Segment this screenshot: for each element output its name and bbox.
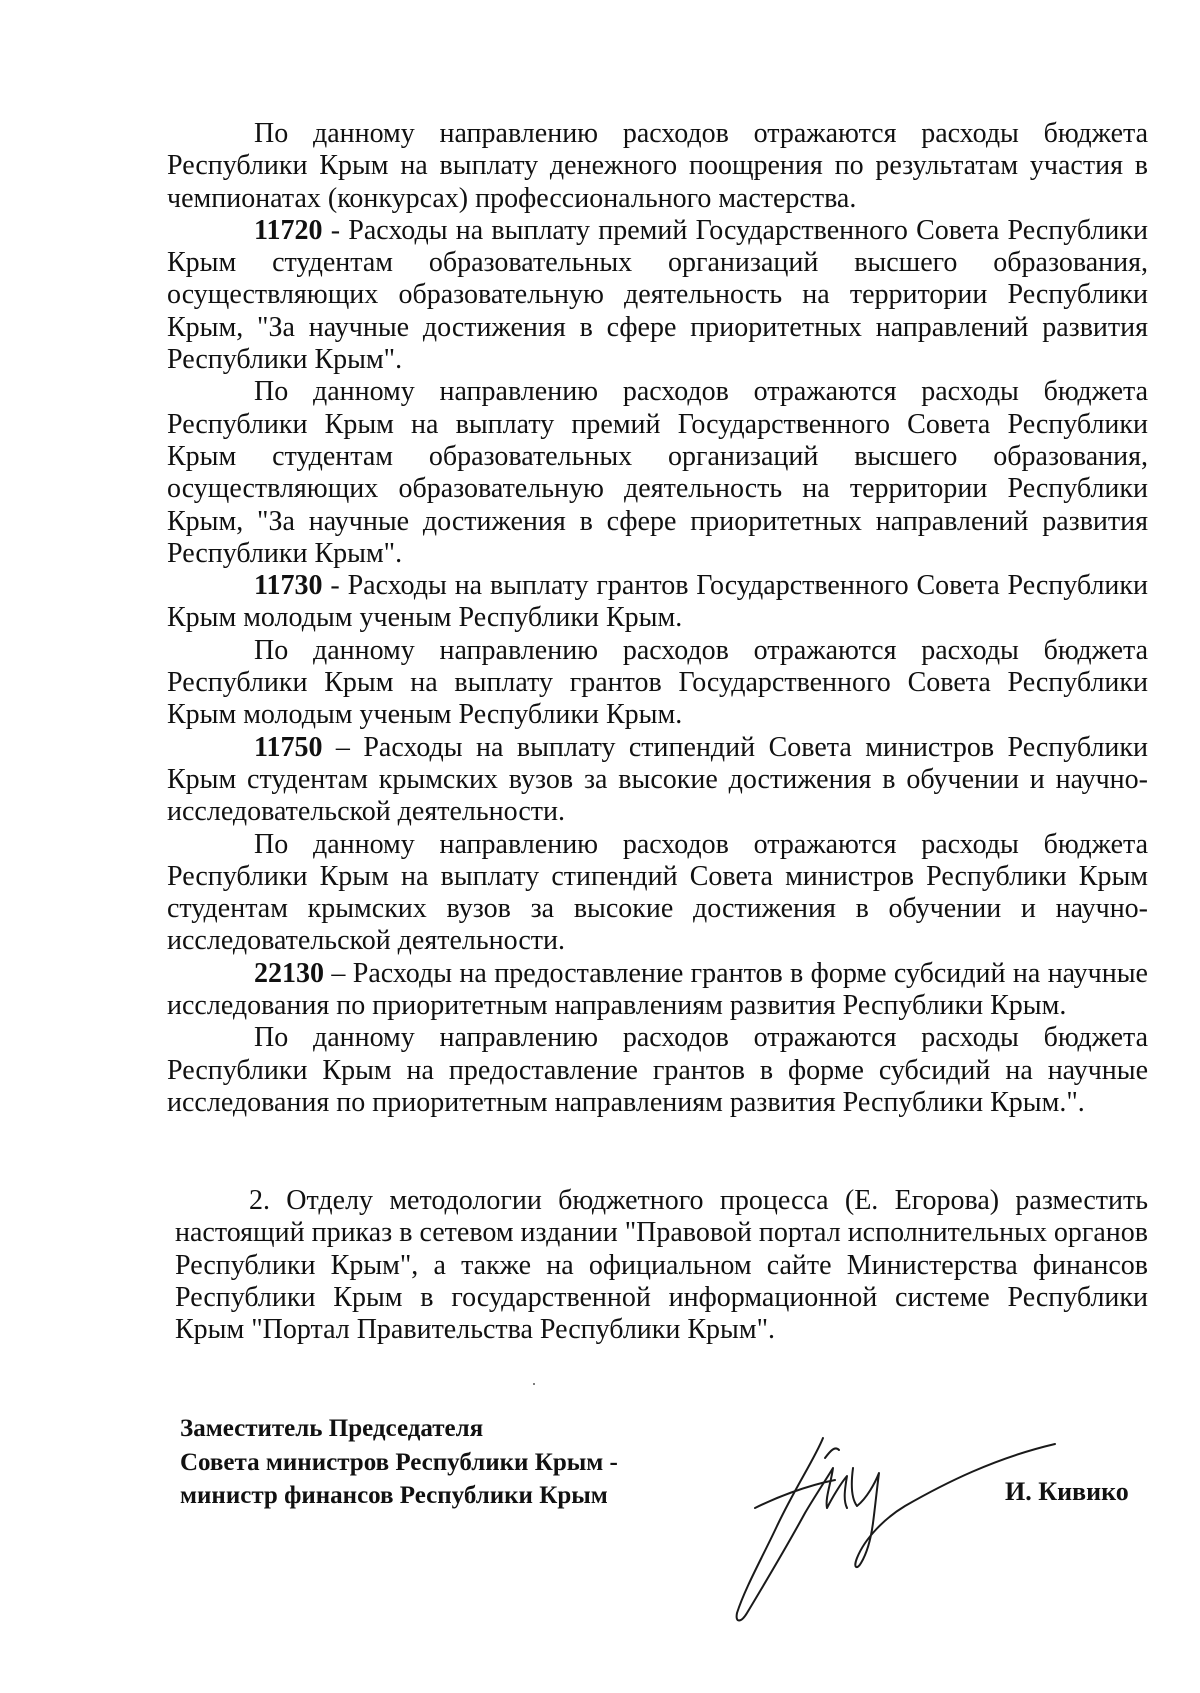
paragraph-1 bbox=[167, 215, 1148, 376]
paragraph-4 bbox=[167, 635, 1148, 732]
signatory-title-line: Заместитель Председателя bbox=[180, 1415, 484, 1442]
paragraph-code: 22130 bbox=[254, 957, 324, 989]
paragraph-2 bbox=[167, 376, 1148, 570]
signatory-title-line: министр финансов Республики Крым bbox=[180, 1482, 608, 1509]
paragraph-text: По данному направлению расходов отражаются расходы бюджета Республики Крым на выплату денежного поощрения по результатам участия в чемпионатах (конкурсах) профессионального мастерства. bbox=[167, 118, 1148, 214]
paragraph-text: По данному направлению расходов отражаются расходы бюджета Республики Крым на предоставление грантов в форме субсидий на научные исследования по приоритетным направлениям развития Республики Крым.". bbox=[167, 1022, 1148, 1118]
paragraph-text: По данному направлению расходов отражаются расходы бюджета Республики Крым на выплату стипендий Совета министров Республики Крым студентам крымских вузов за высокие достижения в обучении и научно-исследовательской деятельности. bbox=[167, 828, 1148, 957]
signatory-name: И. Кивико bbox=[1005, 1477, 1129, 1506]
signature-stroke bbox=[825, 1448, 839, 1458]
paragraph-7 bbox=[167, 958, 1148, 1023]
signatory-title-line: Совета министров Республики Крым - bbox=[180, 1448, 618, 1476]
paragraph-5 bbox=[167, 732, 1148, 829]
paragraph-6 bbox=[167, 829, 1148, 958]
paragraph-text: – Расходы на выплату стипендий Совета министров Республики Крым студентам крымских вузов за высокие достижения в обучении и научно-исследовательской деятельности. bbox=[167, 731, 1148, 828]
paragraph-text: - Расходы на выплату премий Государственного Совета Республики Крым студентам образовательных организаций высшего образования, осуществляющих образовательную деятельность на территории Республики Крым, "За научные достижения в сфере приоритетных направлений развития Республики Крым". bbox=[167, 214, 1148, 376]
paragraph-3 bbox=[167, 570, 1148, 635]
signatory-title bbox=[180, 1412, 618, 1513]
paragraph-8 bbox=[167, 1022, 1148, 1119]
order-section bbox=[175, 1185, 1148, 1346]
signature-stroke bbox=[737, 1438, 847, 1621]
budget-directions-text bbox=[167, 118, 1148, 1119]
paragraph-code: 11720 bbox=[254, 214, 323, 246]
paragraph-code: 11750 bbox=[254, 731, 323, 763]
paragraph-text: – Расходы на предоставление грантов в форме субсидий на научные исследования по приоритетным направлениям развития Республики Крым. bbox=[167, 957, 1148, 1022]
paragraph-text: - Расходы на выплату грантов Государственного Совета Республики Крым молодым ученым Республики Крым. bbox=[167, 570, 1148, 634]
paragraph-text: По данному направлению расходов отражаются расходы бюджета Республики Крым на выплату грантов Государственного Совета Республики Крым молодым ученым Республики Крым. bbox=[167, 634, 1148, 731]
paragraph-text: По данному направлению расходов отражаются расходы бюджета Республики Крым на выплату премий Государственного Совета Республики Крым студентам образовательных организаций высшего образования, осуществляющих образовательную деятельность на территории Республики Крым, "За научные достижения в сфере приоритетных направлений развития Республики Крым". bbox=[167, 376, 1148, 569]
paragraph-0 bbox=[167, 118, 1148, 215]
handwritten-signature bbox=[735, 1428, 1065, 1628]
order-item-2: 2. Отделу методологии бюджетного процесса (Е. Егорова) разместить настоящий приказ в сетевом издании "Правовой портал исполнительных органов Республики Крым", а также на официальном сайте Министерства финансов Республики Крым в государственной информационной системе Республики Крым "Портал Правительства Республики Крым". bbox=[175, 1185, 1148, 1346]
paragraph-code: 11730 bbox=[254, 570, 323, 602]
scan-speck bbox=[533, 1383, 535, 1385]
